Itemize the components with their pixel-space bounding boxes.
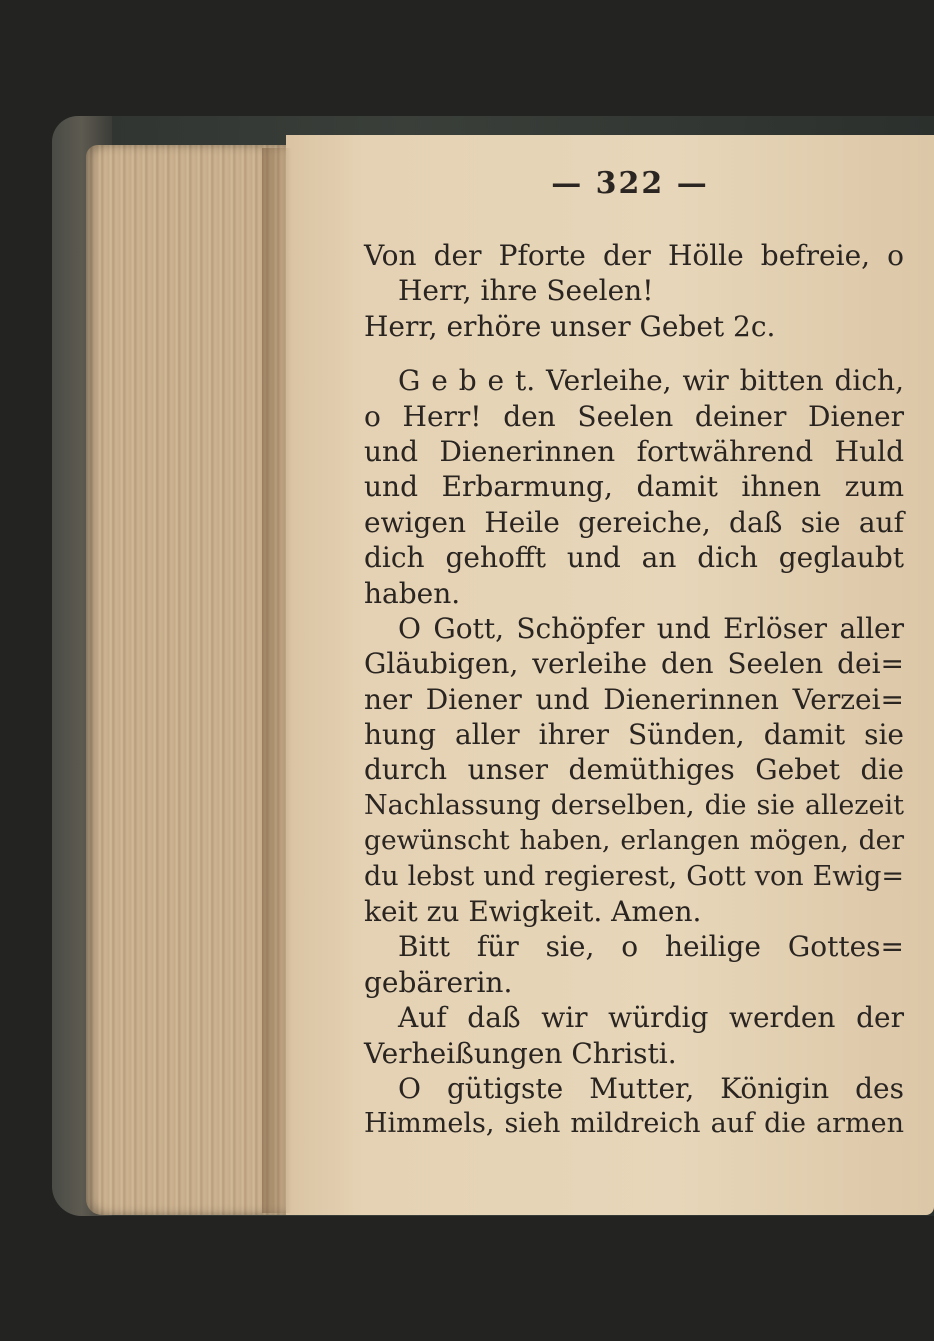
page-text	[364, 238, 904, 1142]
text-line: Von der Pforte der Hölle befreie, o	[364, 239, 904, 272]
text-line: Himmels, sieh mildreich auf die armen	[364, 1108, 904, 1140]
text-line: du lebst und regierest, Gott von Ewig=	[364, 860, 904, 892]
text-line: Nachlassung derselben, die sie allezeit	[364, 789, 904, 821]
text-line: und Erbarmung, damit ihnen zum	[364, 470, 904, 504]
text-line: und Dienerinnen fortwährend Huld	[364, 434, 904, 468]
text-line: ewigen Heile gereiche, daß sie auf	[364, 505, 904, 539]
text-line: ner Diener und Dienerinnen Verzei=	[364, 682, 904, 716]
text-line: Verheißungen Christi.	[364, 1036, 677, 1070]
text-line: dich gehofft und an dich geglaubt	[364, 541, 904, 575]
text-line: keit zu Ewigkeit. Amen.	[364, 895, 702, 929]
text-line: Auf daß wir würdig werden der	[398, 1001, 904, 1035]
text-line: Herr, erhöre unser Gebet 2c.	[364, 309, 776, 343]
text-line: O gütigste Mutter, Königin des	[398, 1071, 904, 1105]
page-gutter	[262, 148, 292, 1213]
text-line: gebärerin.	[364, 965, 513, 999]
text-line: hung aller ihrer Sünden, damit sie	[364, 718, 904, 752]
text-line: gewünscht haben, erlangen mögen, der	[364, 825, 904, 857]
text-line: o Herr! den Seelen deiner Diener	[364, 399, 904, 433]
page-number: — 322 —	[551, 166, 709, 201]
text-line: Gläubigen, verleihe den Seelen dei=	[364, 647, 904, 681]
text-line: durch unser demüthiges Gebet die	[364, 753, 904, 787]
text-line: G e b e t. Verleihe, wir bitten dich,	[398, 364, 904, 398]
text-line: Herr, ihre Seelen!	[398, 274, 654, 308]
text-line: O Gott, Schöpfer und Erlöser aller	[398, 611, 904, 645]
paragraph-gap	[364, 344, 904, 363]
page-stack	[86, 145, 286, 1215]
text-line: haben.	[364, 576, 461, 610]
text-line: Bitt für sie, o heilige Gottes=	[398, 930, 904, 964]
